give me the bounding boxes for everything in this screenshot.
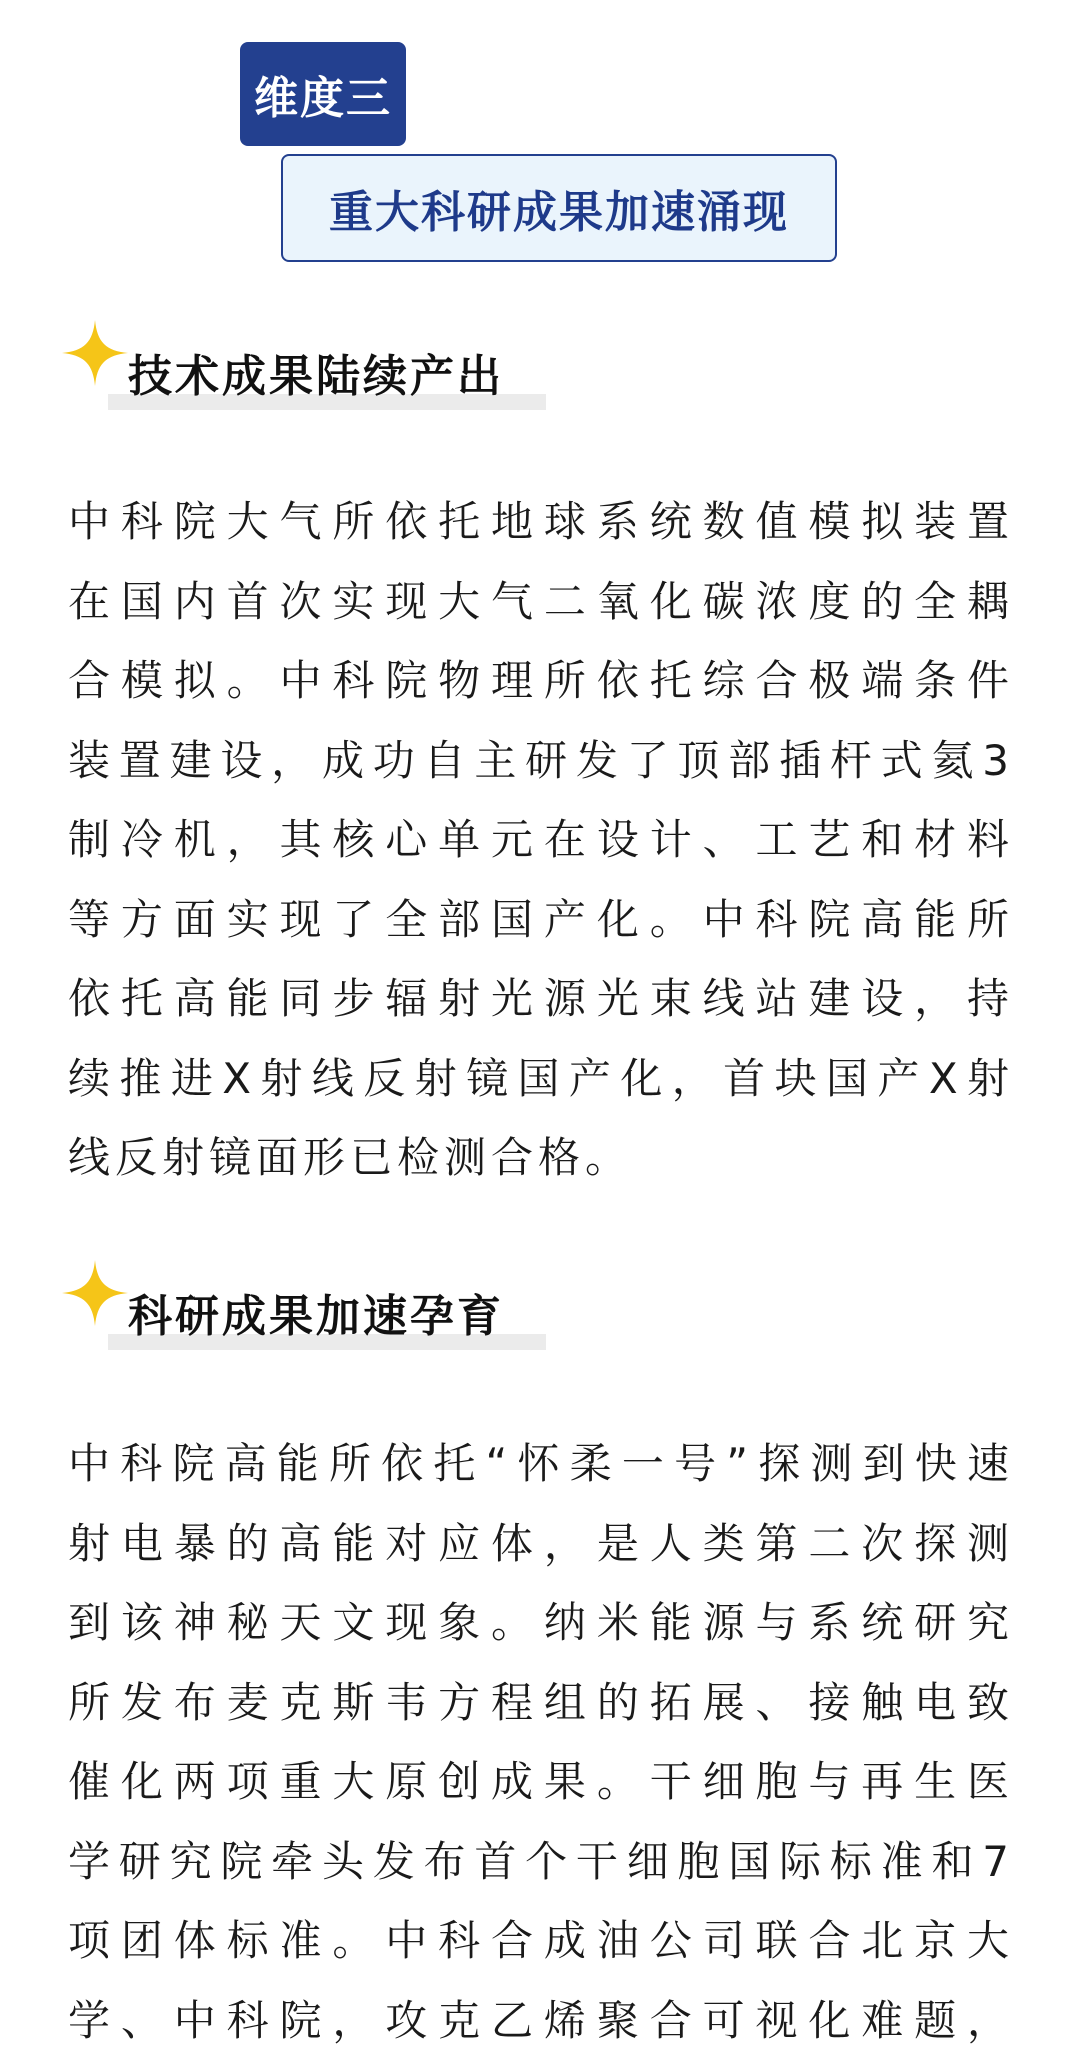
sparkle-icon	[60, 1258, 130, 1328]
paragraph-line: 线反射镜面形已检测合格。	[68, 1133, 633, 1182]
paragraph-line: 装置建设，成功自主研发了顶部插杆式氦3	[68, 735, 1014, 785]
paragraph-line: 催化两项重大原创成果。干细胞与再生医	[68, 1757, 1014, 1806]
section-heading-tech-results	[60, 318, 580, 418]
paragraph-line: 中科院高能所依托“怀柔一号”探测到快速	[68, 1439, 1014, 1488]
section-paragraph-research-results	[68, 1424, 1014, 2060]
paragraph-line: 所发布麦克斯韦方程组的拓展、接触电致	[68, 1677, 1014, 1727]
main-title: 重大科研成果加速涌现	[281, 154, 837, 262]
section-heading-research-results	[60, 1258, 580, 1358]
section-paragraph-tech-results	[68, 482, 1014, 1198]
paragraph-line: 学研究院牵头发布首个干细胞国际标准和7	[68, 1836, 1014, 1886]
paragraph-line: 在国内首次实现大气二氧化碳浓度的全耦	[68, 576, 1014, 626]
section-heading-text: 技术成果陆续产出	[128, 351, 504, 402]
paragraph-line: 合模拟。中科院物理所依托综合极端条件	[68, 656, 1014, 705]
paragraph-line: 学、中科院，攻克乙烯聚合可视化难题，	[68, 1995, 1014, 2045]
paragraph-line: 中科院大气所依托地球系统数值模拟装置	[68, 497, 1014, 546]
sparkle-icon	[60, 318, 130, 388]
paragraph-line: 等方面实现了全部国产化。中科院高能所	[68, 894, 1014, 944]
paragraph-line: 制冷机，其核心单元在设计、工艺和材料	[68, 815, 1014, 864]
paragraph-line: 依托高能同步辐射光源光束线站建设，持	[68, 974, 1014, 1023]
paragraph-line: 续推进X射线反射镜国产化，首块国产X射	[68, 1053, 1014, 1103]
paragraph-line: 项团体标准。中科合成油公司联合北京大	[68, 1916, 1014, 1965]
paragraph-line: 到该神秘天文现象。纳米能源与系统研究	[68, 1598, 1014, 1647]
section-heading-text: 科研成果加速孕育	[128, 1291, 504, 1342]
paragraph-line: 射电暴的高能对应体，是人类第二次探测	[68, 1518, 1014, 1568]
dimension-badge: 维度三	[240, 42, 406, 146]
